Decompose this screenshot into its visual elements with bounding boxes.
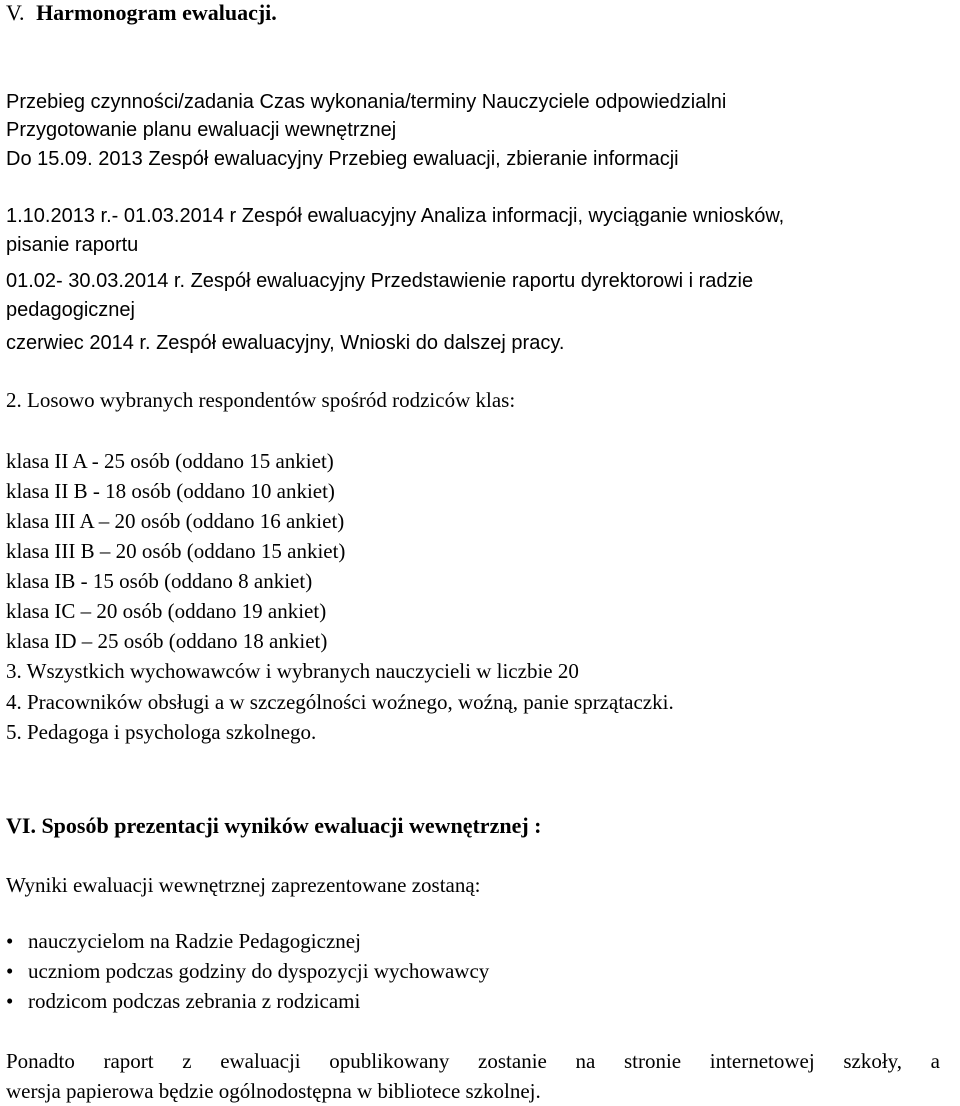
bullet-text: rodzicom podczas zebrania z rodzicami [28, 989, 361, 1013]
respondents-item-3: 3. Wszystkich wychowawców i wybranych nauczycieli w liczbie 20 [6, 659, 579, 683]
class-line: klasa II A - 25 osób (oddano 15 ankiet) [6, 449, 334, 473]
schedule-line: Do 15.09. 2013 Zespół ewaluacyjny Przebieg ewaluacji, zbieranie informacji [6, 148, 679, 170]
class-line: klasa IC – 20 osób (oddano 19 ankiet) [6, 599, 327, 623]
schedule-line: pedagogicznej [6, 299, 135, 321]
section-5-heading [6, 0, 277, 26]
respondents-item-5: 5. Pedagoga i psychologa szkolnego. [6, 720, 317, 744]
bullet-text: uczniom podczas godziny do dyspozycji wychowawcy [28, 959, 490, 983]
section-6-heading: VI. Sposób prezentacji wyników ewaluacji wewnętrznej : [6, 813, 542, 838]
class-line: klasa ID – 25 osób (oddano 18 ankiet) [6, 629, 328, 653]
bullet-icon: • [6, 989, 14, 1013]
bullet-item [6, 928, 361, 954]
schedule-header-line: Przebieg czynności/zadania Czas wykonania/terminy Nauczyciele odpowiedzialni [6, 91, 727, 113]
class-line: klasa IB - 15 osób (oddano 8 ankiet) [6, 569, 313, 593]
class-line: klasa II B - 18 osób (oddano 10 ankiet) [6, 479, 335, 503]
schedule-line: 1.10.2013 r.- 01.03.2014 r Zespół ewaluacyjny Analiza informacji, wyciąganie wniosków, [6, 205, 785, 227]
bullet-item [6, 988, 360, 1014]
closing-line-1: Ponadto raport z ewaluacji opublikowany zostanie na stronie internetowej szkoły, a [6, 1049, 940, 1073]
closing-line-2: wersja papierowa będzie ogólnodostępna w bibliotece szkolnej. [6, 1079, 541, 1103]
bullet-text: nauczycielom na Radzie Pedagogicznej [28, 929, 361, 953]
section-6-intro: Wyniki ewaluacji wewnętrznej zaprezentowane zostaną: [6, 873, 481, 897]
schedule-line: 01.02- 30.03.2014 r. Zespół ewaluacyjny Przedstawienie raportu dyrektorowi i radzie [6, 270, 754, 292]
schedule-line: pisanie raportu [6, 234, 139, 256]
bullet-icon: • [6, 929, 14, 953]
section-5-title: Harmonogram ewaluacji. [36, 0, 277, 25]
bullet-item [6, 958, 489, 984]
schedule-line: czerwiec 2014 r. Zespół ewaluacyjny, Wnioski do dalszej pracy. [6, 332, 565, 354]
schedule-line: Przygotowanie planu ewaluacji wewnętrznej [6, 119, 397, 141]
bullet-icon: • [6, 959, 14, 983]
respondents-item-2: 2. Losowo wybranych respondentów spośród rodziców klas: [6, 388, 516, 412]
respondents-item-4: 4. Pracowników obsługi a w szczególności woźnego, woźną, panie sprzątaczki. [6, 690, 674, 714]
class-line: klasa III B – 20 osób (oddano 15 ankiet) [6, 539, 346, 563]
section-5-number: V. [6, 0, 25, 25]
class-line: klasa III A – 20 osób (oddano 16 ankiet) [6, 509, 345, 533]
